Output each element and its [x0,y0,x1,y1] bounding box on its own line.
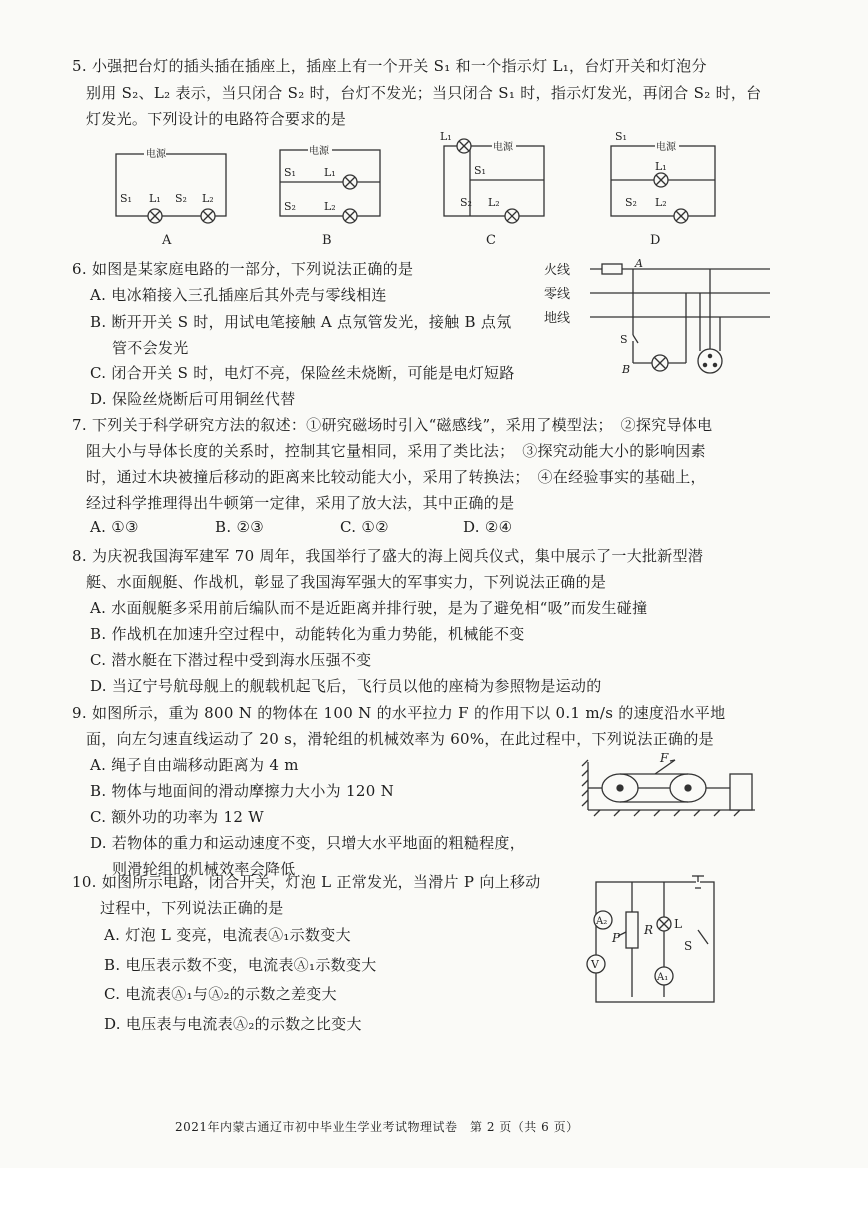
svg-text:S: S [684,939,693,953]
q5-circuit-c [440,132,544,223]
q5-option-d: D [650,233,661,248]
q7-stem-line-4: 经过科学推理得出牛顿第一定律，采用了放大法，其中正确的是 [86,494,515,512]
svg-text:V: V [591,958,599,971]
q8-option-b: B. 作战机在加速升空过程中，动能转化为重力势能，机械能不变 [90,625,525,643]
q5-a-l2: L₂ [202,192,214,205]
q5-option-b: B [322,233,332,248]
q5-stem-line-3: 灯发光。下列设计的电路符合要求的是 [86,110,347,128]
q7-option-c: C. ①② [340,518,389,536]
svg-text:A: A [635,257,643,270]
svg-text:B: B [622,363,631,376]
q6-neutral-wire: 零线 [544,287,571,302]
svg-text:L₁: L₁ [655,160,667,173]
q5-a-power-label: 电源 [146,149,166,160]
q5-option-a: A [162,233,172,248]
q9-stem-line-2: 面，向左匀速直线运动了 20 s，滑轮组的机械效率为 60%，在此过程中，下列说法正确的是 [86,730,714,748]
svg-text:P: P [612,931,621,945]
q6-option-c: C. 闭合开关 S 时，电灯不亮，保险丝未烧断，可能是电灯短路 [90,364,515,382]
svg-text:L₂: L₂ [655,196,667,209]
q5-stem-line-2: 别用 S₂、L₂ 表示，当只闭合 S₂ 时，台灯不发光；当只闭合 S₁ 时，指示灯发光，再闭合 S₂ 时，台 [86,84,762,102]
q6-ground-wire: 地线 [544,311,571,326]
q5-circuit-diagrams [100,132,740,252]
svg-text:L₂: L₂ [488,196,500,209]
q6-live-wire: 火线 [544,263,571,278]
svg-text:S₂: S₂ [284,200,296,213]
q6-option-d: D. 保险丝烧断后可用铜丝代替 [90,390,296,408]
q10-circuit-diagram [580,872,740,1012]
q7-option-d: D. ②④ [463,518,513,536]
q5-option-c: C [486,233,496,248]
svg-text:S₁: S₁ [615,132,627,143]
svg-text:电源: 电源 [493,142,513,153]
q9-option-d: D. 若物体的重力和运动速度不变，只增大水平地面的粗糙程度， [90,834,526,852]
svg-text:S₂: S₂ [460,196,472,209]
svg-text:L₁: L₁ [324,166,336,179]
q9-force-label: F [660,752,669,765]
q9-option-d-cont: 则滑轮组的机械效率会降低 [112,860,296,878]
q8-option-d: D. 当辽宁号航母舰上的舰载机起飞后，飞行员以他的座椅为参照物是运动的 [90,677,602,695]
q10-ammeter-a2: A₂ [596,916,608,927]
q10-stem-line-1: 10. 如图所示电路，闭合开关，灯泡 L 正常发光，当滑片 P 向上移动 [72,873,541,891]
q5-a-l1: L₁ [149,192,161,205]
q7-stem-line-2: 阻大小与导体长度的关系时，控制其它量相同，采用了类比法； ③探究动能大小的影响因素 [86,442,706,460]
q10-ammeter-a1: A₁ [657,972,669,983]
q9-pulley-diagram [580,752,760,822]
q6-option-a: A. 电冰箱接入三孔插座后其外壳与零线相连 [90,286,387,304]
q5-circuit-d [611,132,715,223]
q8-stem-line-2: 艇、水面舰艇、作战机，彰显了我国海军强大的军事实力，下列说法正确的是 [86,573,607,591]
page-margin [0,1168,868,1228]
q5-a-s2: S₂ [175,192,187,205]
q5-circuit-a [116,147,226,223]
svg-text:S: S [620,333,628,346]
svg-text:电源: 电源 [309,146,329,157]
q6-stem: 6. 如图是某家庭电路的一部分，下列说法正确的是 [72,260,414,278]
q10-option-c: C. 电流表Ⓐ₁与Ⓐ₂的示数之差变大 [104,985,337,1003]
q10-stem-line-2: 过程中，下列说法正确的是 [100,899,284,917]
q9-option-c: C. 额外功的功率为 12 W [90,808,265,826]
q9-option-b: B. 物体与地面间的滑动摩擦力大小为 120 N [90,782,395,800]
svg-text:L₁: L₁ [440,132,452,143]
q7-stem-line-1: 7. 下列关于科学研究方法的叙述：①研究磁场时引入“磁感线”，采用了模型法； ②探究导体电 [72,416,713,434]
q8-stem-line-1: 8. 为庆祝我国海军建军 70 周年，我国举行了盛大的海上阅兵仪式，集中展示了一大批新型潜 [72,547,704,565]
q8-option-c: C. 潜水艇在下潜过程中受到海水压强不变 [90,651,372,669]
q10-option-a: A. 灯泡 L 变亮，电流表Ⓐ₁示数变大 [104,926,351,944]
page-footer: 2021年内蒙古通辽市初中毕业生学业考试物理试卷 第 2 页（共 6 页） [175,1120,579,1134]
q5-a-s1: S₁ [120,192,132,205]
svg-text:电源: 电源 [656,142,676,153]
q10-option-d: D. 电压表与电流表Ⓐ₂的示数之比变大 [104,1015,362,1033]
q5-stem-line-1: 5. 小强把台灯的插头插在插座上，插座上有一个开关 S₁ 和一个指示灯 L₁，台灯开关和灯泡分 [72,57,707,75]
q7-stem-line-3: 时，通过木块被撞后移动的距离来比较动能大小，采用了转换法； ④在经验事实的基础上， [86,468,706,486]
q9-option-a: A. 绳子自由端移动距离为 4 m [90,756,299,774]
svg-text:S₂: S₂ [625,196,637,209]
q7-option-b: B. ②③ [215,518,264,536]
q10-option-b: B. 电压表示数不变，电流表Ⓐ₁示数变大 [104,956,377,974]
q9-stem-line-1: 9. 如图所示，重为 800 N 的物体在 100 N 的水平拉力 F 的作用下以 0.1 m/s 的速度沿水平地 [72,704,726,722]
svg-text:L₂: L₂ [324,200,336,213]
svg-text:R: R [644,923,654,937]
q7-option-a: A. ①③ [90,518,139,536]
q6-household-circuit [540,255,780,380]
svg-text:S₁: S₁ [284,166,296,179]
q6-option-b: B. 断开开关 S 时，用试电笔接触 A 点氖管发光，接触 B 点氖 [90,313,512,331]
svg-text:S₁: S₁ [474,164,486,177]
q8-option-a: A. 水面舰艇多采用前后编队而不是近距离并排行驶，是为了避免相“吸”而发生碰撞 [90,599,648,617]
q6-option-b-cont: 管不会发光 [112,339,189,357]
q5-circuit-b [280,144,380,223]
svg-text:L: L [674,917,682,931]
